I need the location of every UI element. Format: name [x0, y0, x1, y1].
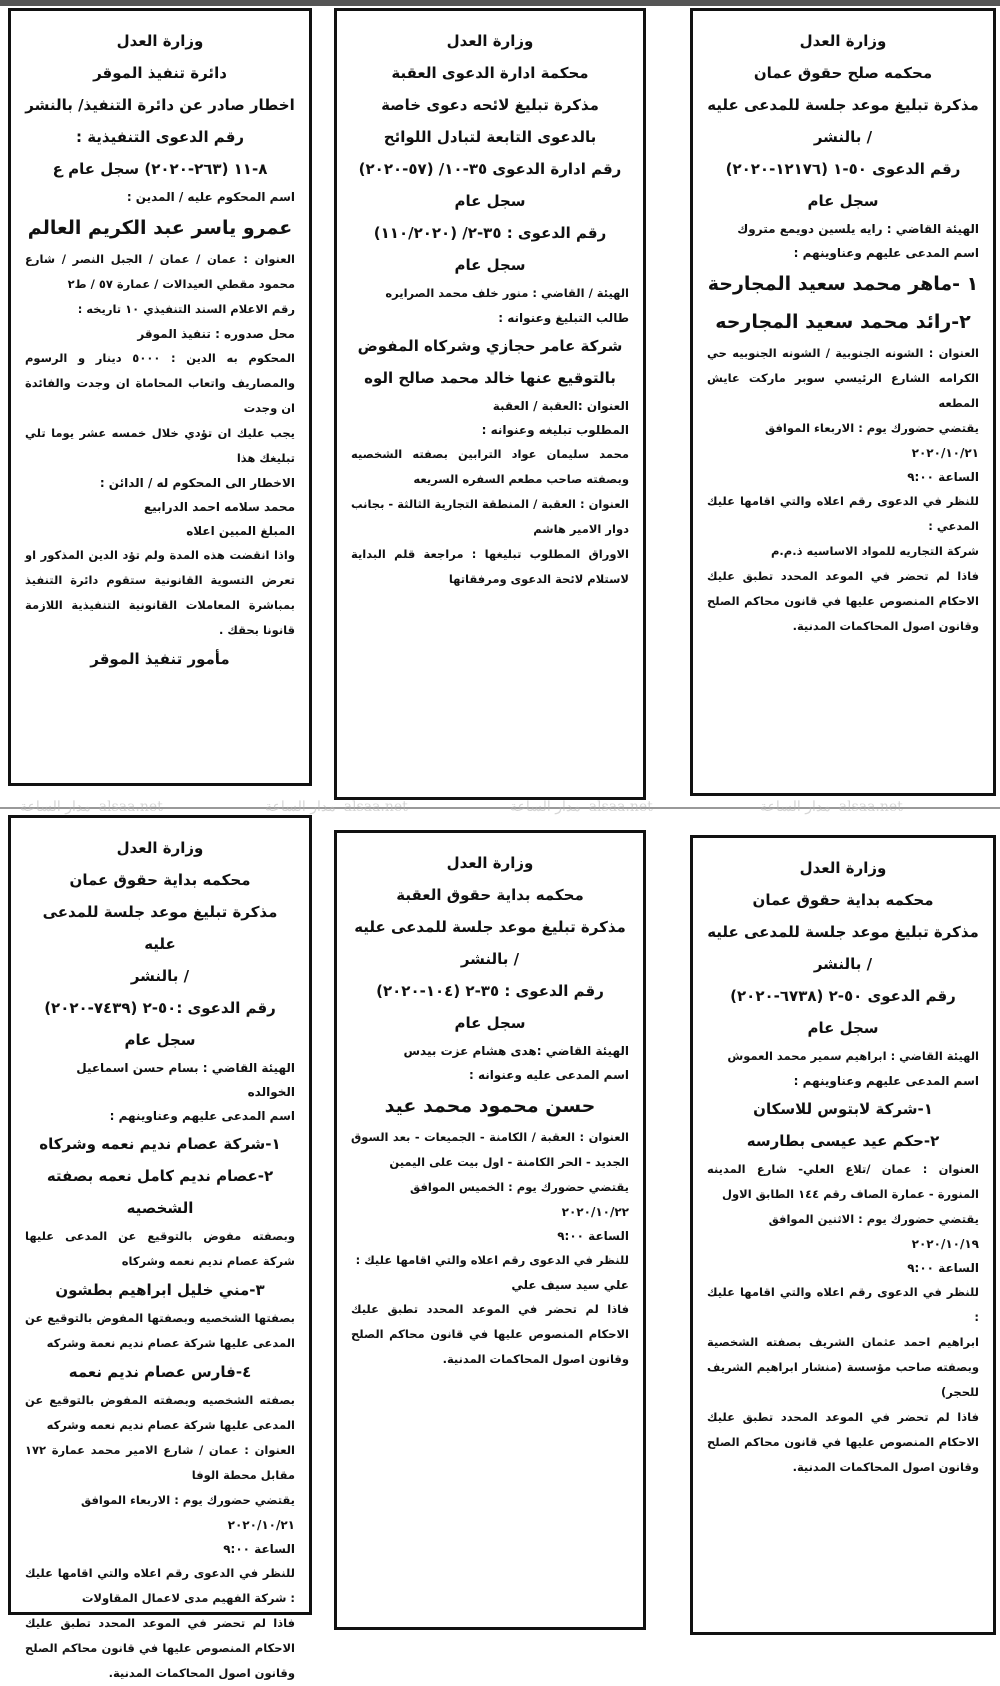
notice-paragraph: للنظر في الدعوى رقم اعلاه والتي اقامها عليك :	[355, 1253, 629, 1267]
notice-paragraph: يقتضي حضورك يوم : الاثنين الموافق	[768, 1212, 979, 1226]
notice-line: الاخطار الى المحكوم له / الدائن :	[99, 476, 295, 490]
notice-heading: مذكرة تبليغ موعد جلسة للمدعى عليه	[707, 923, 979, 941]
notice-aqaba-case-management	[334, 8, 646, 800]
notice-paragraph: يقتضي حضورك يوم : الخميس الموافق	[409, 1180, 629, 1194]
notice-heading: رقم الدعوى التنفيذية :	[75, 128, 245, 146]
notice-heading: بالتوقيع عنها خالد محمد صالح الوه	[364, 369, 616, 387]
notice-muwaqqar-execution	[8, 8, 312, 786]
notice-heading: سجل عام	[454, 1014, 526, 1032]
defendant-name: ٢-رائد محمد سعيد المجارحه	[715, 311, 971, 333]
notice-paragraph: الاوراق المطلوب تبليغها : مراجعة قلم البداية لاستلام لائحة الدعوى ومرفقاتها	[351, 547, 629, 586]
notice-line: الساعة ٩:٠٠	[557, 1229, 629, 1243]
watermark-arabic: مدار الساعة	[760, 799, 831, 815]
notice-heading: شركة عامر حجازي وشركاه المفوض	[357, 337, 623, 355]
watermark-latin: alsaa.net	[838, 799, 903, 815]
notice-line: الساعة ٩:٠٠	[907, 1261, 979, 1275]
watermark	[265, 800, 408, 815]
notice-heading: ٣-مني خليل ابراهيم بطشون	[55, 1281, 265, 1299]
notice-line: طالب التبليغ وعنوانه :	[498, 311, 629, 325]
page-top-edge	[0, 0, 1000, 6]
notice-heading: رقم الدعوى ٥٠-٢ (٦٧٣٨-٢٠٢٠)	[730, 987, 956, 1005]
watermark-latin: alsaa.net	[588, 799, 653, 815]
notice-heading: مذكرة تبليغ موعد جلسة للمدعى عليه	[707, 96, 979, 114]
notice-line: اسم المدعى عليهم وعناوينهم :	[793, 1074, 979, 1088]
notice-paragraph: فاذا لم تحضر في الموعد المحدد تطبق عليك الاحكام المنصوص عليها في قانون محاكم الصلح وقانون اصول المحاكمات المدنية.	[707, 1410, 979, 1474]
notice-line: محل صدوره : تنفيذ الموقر	[137, 327, 295, 341]
notice-paragraph: ابراهيم احمد عثمان الشريف بصفته الشخصية وبصفته صاحب مؤسسة (منشار ابراهيم الشريف للحجر)	[707, 1335, 979, 1399]
notice-heading: مذكرة تبليغ لائحه دعوى خاصة	[381, 96, 599, 114]
notice-paragraph: شركة التجاريه للمواد الاساسيه ذ.م.م	[771, 544, 979, 558]
notice-paragraph: بصفته الشخصيه وبصفته المفوض بالتوقيع عن المدعى عليها شركة عصام نديم نعمه وشركه	[25, 1393, 295, 1432]
notice-heading: ٨-١١ (٢٦٣-٢٠٢٠) سجل عام ع	[52, 160, 268, 178]
notice-paragraph: بصفتها الشخصيه وبصفتها المفوض بالتوقيع عن المدعى عليها شركة عصام نديم نعمة وشركه	[25, 1311, 295, 1350]
defendant-name: ١ -ماهر محمد سعيد المجارحة	[707, 273, 979, 295]
notice-heading: ٢-حكم عيد عيسى بطارسه	[746, 1132, 940, 1150]
notice-paragraph: العنوان : عمان /تلاع العلي- شارع المدينه المنورة - عمارة الصاف رقم ١٤٤ الطابق الاول	[707, 1162, 979, 1201]
notice-paragraph: العنوان : العقبة / الكامنة - الجميعات - بعد السوق الجديد - الحر الكامنة - اول بيت على اليمين	[351, 1130, 629, 1169]
notice-paragraph: الهيئة القاضي : ابراهيم سمير محمد العموش	[727, 1049, 979, 1063]
notice-heading: اخطار صادر عن دائرة التنفيذ/ بالنشر	[25, 96, 295, 114]
notice-heading: ١-شركة عصام نديم نعمه وشركاه	[39, 1135, 281, 1153]
notice-line: علي سيد سيف علي	[511, 1278, 629, 1292]
notice-paragraph: العنوان : العقبة / المنطقة التجارية الثالثة - بجانب دوار الامير هاشم	[351, 497, 629, 536]
notice-heading: / بالنشر	[813, 128, 873, 146]
notice-heading: سجل عام	[454, 256, 526, 274]
notice-heading: مذكرة تبليغ موعد جلسة للمدعى عليه	[354, 918, 626, 936]
notice-line: العنوان :العقبة / العقبة	[492, 399, 629, 413]
notice-heading: رقم الدعوى ٥٠-١ (١٢١٧٦-٢٠٢٠)	[725, 160, 961, 178]
notice-line: المطلوب تبليغه وعنوانه :	[481, 423, 629, 437]
notice-amman-magistrate-court	[690, 8, 996, 796]
notice-heading: مذكرة تبليغ موعد جلسة للمدعى عليه	[42, 903, 278, 953]
notice-heading: محكمه بداية حقوق عمان	[69, 871, 251, 889]
notice-paragraph: فاذا لم تحضر في الموعد المحدد تطبق عليك الاحكام المنصوص عليها في قانون محاكم الصلح وقانون اصول المحاكمات المدنية.	[25, 1616, 295, 1680]
notice-line: ٢٠٢٠/١٠/٢٢	[561, 1205, 629, 1219]
notice-line: ٢٠٢٠/١٠/١٩	[911, 1237, 979, 1251]
notice-line: محمد سلامه احمد الدرابيع	[143, 500, 295, 514]
notice-heading: محكمة ادارة الدعوى العقبة	[391, 64, 589, 82]
notice-paragraph: العنوان : عمان / عمان / الجبل النصر / شارع محمود مقطي العيدالات / عمارة ٥٧ / ط٢	[25, 252, 295, 291]
notice-heading: سجل عام	[124, 1031, 196, 1049]
notice-paragraph: فاذا لم تحضر في الموعد المحدد تطبق عليك الاحكام المنصوص عليها في قانون محاكم الصلح وقانون اصول المحاكمات المدنية.	[707, 569, 979, 633]
notice-heading: ١-شركة لابتوس للاسكان	[753, 1100, 933, 1118]
notice-paragraph: وبصفته مفوض بالتوقيع عن المدعى عليها شركة عصام نديم نعمه وشركاه	[25, 1229, 295, 1268]
notice-heading: سجل عام	[807, 1019, 879, 1037]
notice-amman-first-instance-2	[8, 815, 312, 1680]
notice-paragraph: العنوان : عمان / شارع الامير محمد عمارة ١٧٢ مقابل محطة الوفا	[25, 1443, 295, 1482]
notice-heading: ٢-عصام نديم كامل نعمه بصفته الشخصيه	[46, 1167, 274, 1217]
notice-paragraph: واذا انقضت هذه المدة ولم تؤد الدين المذكور او تعرض التسوية القانونية ستقوم دائرة التنفيذ بمباشرة المعاملات القانونية التنفيذية اللازمة قانونا بحقك .	[25, 548, 295, 637]
notice-line: اسم المدعى عليه وعنوانه :	[468, 1068, 629, 1082]
notice-heading: محكمه بداية حقوق العقبة	[396, 886, 584, 904]
notice-heading: وزارة العدل	[799, 859, 887, 877]
notice-line: ٢٠٢٠/١٠/٢١	[911, 446, 979, 460]
notice-heading: سجل عام	[807, 192, 879, 210]
notice-line: اسم المحكوم عليه / المدين :	[126, 190, 295, 204]
notice-heading: وزارة العدل	[116, 839, 204, 857]
notice-line: ٢٠٢٠/١٠/٢١	[227, 1518, 295, 1532]
notice-paragraph: المحكوم به الدين : ٥٠٠٠ دينار و الرسوم والمصاريف واتعاب المحاماة ان وجدت والفائدة ان وجدت	[25, 351, 295, 415]
notice-paragraph: الهيئة / القاضي : منور خلف محمد الصرايره	[385, 286, 629, 300]
notice-heading: محكمه صلح حقوق عمان	[753, 64, 933, 82]
notice-line: الهيئة القاضي : بسام حسن اسماعيل الخوالده	[76, 1061, 295, 1099]
notice-amman-first-instance-1	[690, 835, 996, 1635]
watermark-arabic: مدار الساعة	[265, 799, 336, 815]
notice-aqaba-first-instance	[334, 830, 646, 1630]
notice-heading: وزارة العدل	[116, 32, 204, 50]
watermark	[20, 800, 163, 815]
notice-line: المبلغ المبين اعلاه	[186, 524, 295, 538]
notice-heading: محكمه بداية حقوق عمان	[752, 891, 934, 909]
notice-line: اسم المدعى عليهم وعناوينهم :	[793, 246, 979, 260]
notice-paragraph: يقتضي حضورك يوم : الاربعاء الموافق	[765, 421, 979, 435]
notice-heading: وزارة العدل	[446, 32, 534, 50]
defendant-name: حسن محمود محمد عيد	[384, 1095, 596, 1117]
watermark-arabic: مدار الساعة	[510, 799, 581, 815]
watermark-latin: alsaa.net	[98, 799, 163, 815]
notice-heading: وزارة العدل	[446, 854, 534, 872]
notice-heading: / بالنشر	[460, 950, 520, 968]
notice-heading: بالدعوى التابعة لتبادل اللوائح	[383, 128, 597, 146]
notice-heading: / بالنشر	[130, 967, 190, 985]
defendant-name: عمرو ياسر عبد الكريم العالم	[27, 217, 293, 239]
notice-paragraph: رقم الاعلام السند التنفيذي ١٠ تاريخه :	[77, 302, 295, 316]
notice-paragraph: للنظر في الدعوى رقم اعلاه والتي اقامها عليك :	[707, 1285, 979, 1324]
watermark-latin: alsaa.net	[343, 799, 408, 815]
notice-line: الهيئة القاضي : رايه يلسين دويمع متروك	[737, 222, 979, 236]
notice-paragraph: يقتضي حضورك يوم : الاربعاء الموافق	[81, 1493, 295, 1507]
notice-line: الساعة ٩:٠٠	[223, 1542, 295, 1556]
notice-heading: رقم الدعوى : ٣٥-٢ (١٠٤-٢٠٢٠)	[376, 982, 604, 1000]
notice-paragraph: محمد سليمان عواد الترابين بصفته الشخصيه وبصفته صاحب مطعم السفره السريعه	[351, 447, 629, 486]
notice-heading: وزارة العدل	[799, 32, 887, 50]
notice-line: اسم المدعى عليهم وعناوينهم :	[109, 1109, 295, 1123]
notice-heading: ٤-فارس عصام نديم نعمه	[68, 1363, 252, 1381]
watermark	[760, 800, 903, 815]
notice-paragraph: يجب عليك ان تؤدي خلال خمسه عشر يوما تلي تبليغك هذا	[25, 426, 295, 465]
notice-heading: رقم الدعوى :٥٠-٢ (٧٤٣٩-٢٠٢٠)	[44, 999, 276, 1017]
notice-heading: سجل عام	[454, 192, 526, 210]
notice-line: الساعة ٩:٠٠	[907, 470, 979, 484]
notice-paragraph: للنظر في الدعوى رقم اعلاه والتي اقامها عليك المدعي :	[707, 494, 979, 533]
notice-heading: / بالنشر	[813, 955, 873, 973]
watermark	[510, 800, 653, 815]
notice-heading: رقم الدعوى : ٣٥-٢/ (١١٠/٢٠٢٠)	[373, 224, 607, 242]
notice-line: الهيئة القاضي :هدى هشام عزت بيدس	[403, 1044, 629, 1058]
notice-heading: مأمور تنفيذ الموقر	[90, 650, 230, 668]
notice-paragraph: فاذا لم تحضر في الموعد المحدد تطبق عليك الاحكام المنصوص عليها في قانون محاكم الصلح وقانون اصول المحاكمات المدنية.	[351, 1302, 629, 1366]
watermark-arabic: مدار الساعة	[20, 799, 91, 815]
notice-heading: رقم ادارة الدعوى ٣٥-١٠/ (٥٧-٢٠٢٠)	[358, 160, 622, 178]
notice-heading: دائرة تنفيذ الموقر	[93, 64, 227, 82]
notice-paragraph: العنوان : الشونه الجنوبية / الشونه الجنوبيه حي الكرامه الشارع الرئيسي سوبر ماركت عايش المطعه	[707, 346, 979, 410]
notice-paragraph: للنظر في الدعوى رقم اعلاه والتي اقامها عليك : شركة الفهيم مدى لاعمال المقاولات	[25, 1566, 295, 1605]
